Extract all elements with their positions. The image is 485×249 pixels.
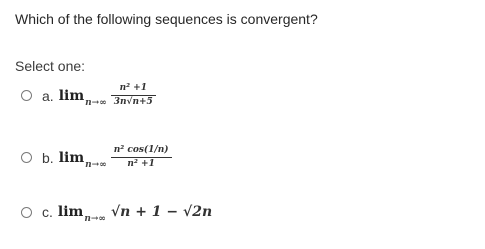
select-one-label: Select one: [15, 58, 86, 74]
limit-operator: lim n→∞ [58, 87, 107, 108]
radio-button-c[interactable] [21, 207, 32, 218]
option-letter-b: b. [42, 149, 54, 166]
option-c-math [57, 204, 213, 224]
option-a[interactable] [21, 83, 156, 108]
limit-expression: √n + 1 − √2n [110, 204, 213, 220]
fraction [111, 145, 172, 170]
denominator: 3n√n+5 [113, 97, 153, 107]
numerator: n² cos(1/n) [113, 145, 169, 155]
limit-operator: lim n→∞ [58, 149, 107, 170]
option-c[interactable] [21, 204, 213, 224]
question-text: Which of the following sequences is convergent? [15, 11, 318, 27]
limit-operator: lim n→∞ [57, 204, 106, 224]
numerator: n² +1 [119, 83, 147, 93]
option-a-math [59, 83, 156, 108]
radio-button-b[interactable] [21, 152, 32, 163]
radio-button-a[interactable] [21, 90, 32, 101]
option-b-math [59, 145, 172, 170]
option-b[interactable] [21, 145, 172, 170]
fraction [111, 83, 156, 108]
option-letter-a: a. [42, 87, 54, 104]
denominator: n² +1 [127, 159, 155, 169]
option-letter-c: c. [42, 204, 53, 220]
